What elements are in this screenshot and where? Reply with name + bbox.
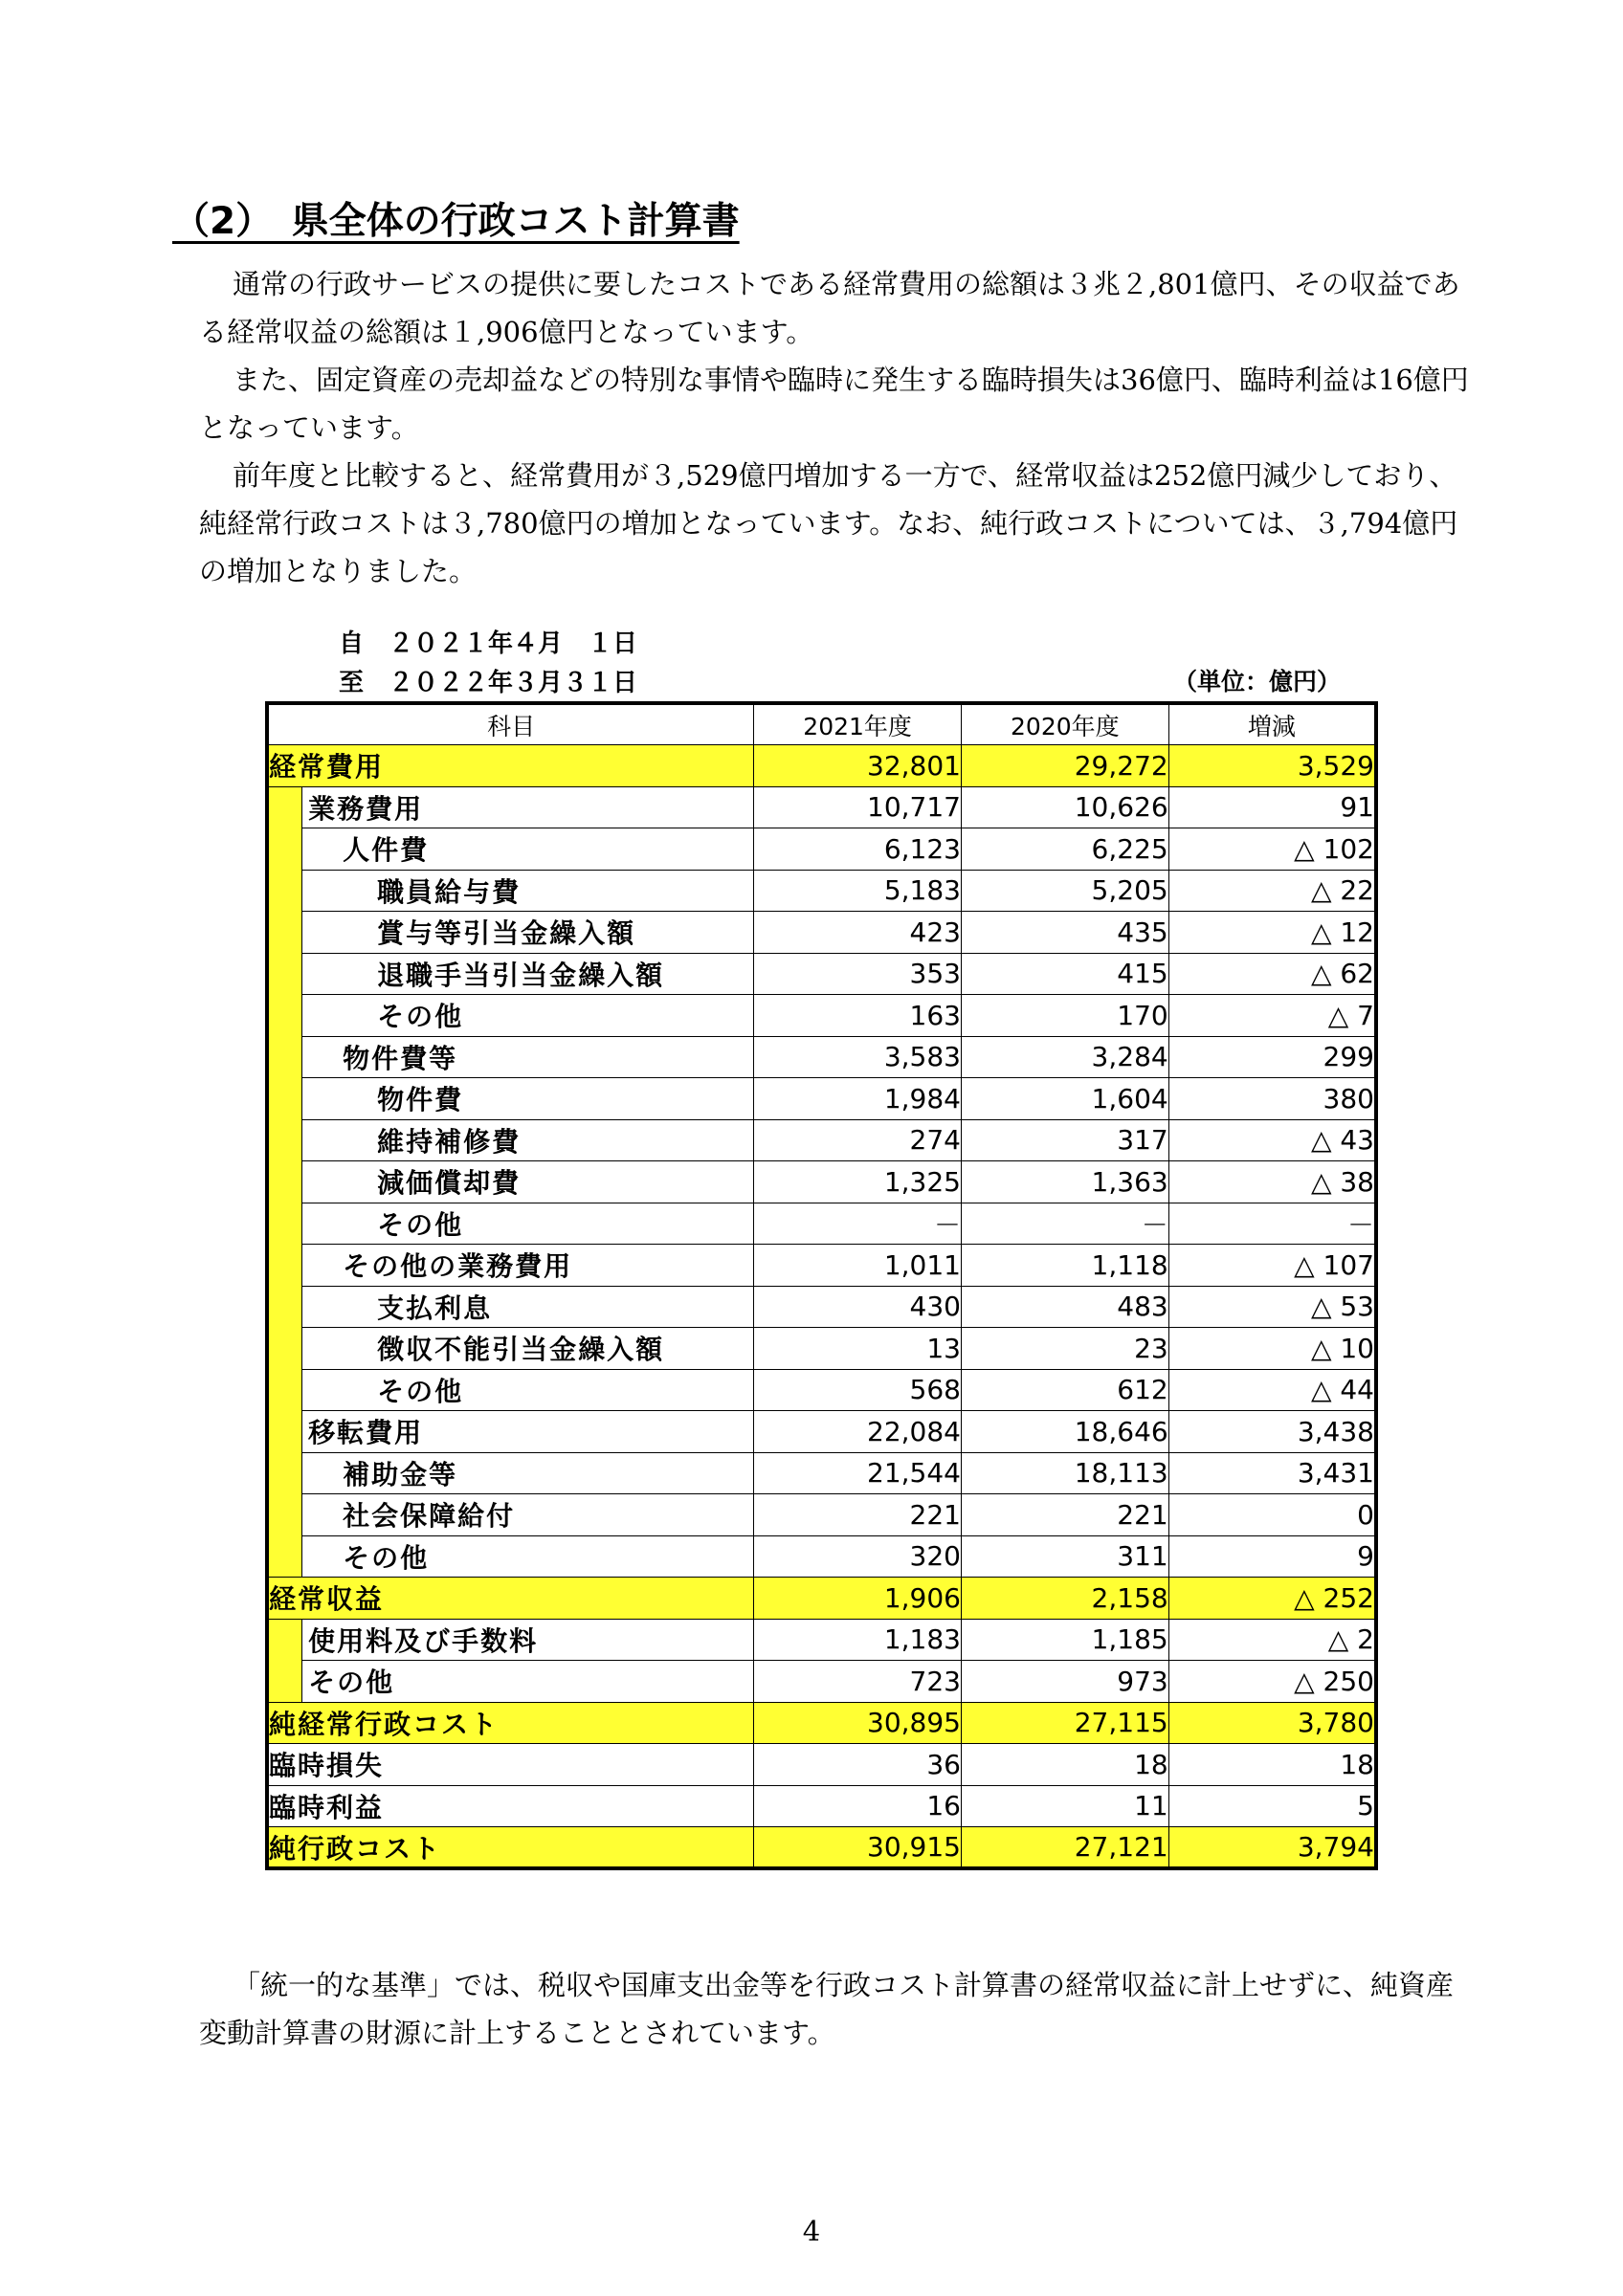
row-label: 経常収益 [267, 1578, 754, 1620]
value-v2021: 30,915 [754, 1827, 962, 1869]
group-bracket [267, 953, 302, 995]
value-diff: 3,794 [1168, 1827, 1376, 1869]
group-bracket [267, 1245, 302, 1287]
row-label: その他 [302, 1661, 754, 1703]
value-v2020: － [961, 1203, 1168, 1245]
group-bracket [267, 1119, 302, 1161]
row-label: その他の業務費用 [302, 1245, 754, 1287]
table-row [267, 1744, 1376, 1786]
value-v2020: 18,646 [961, 1411, 1168, 1453]
column-header: 2021年度 [754, 703, 962, 745]
value-diff: △ 44 [1168, 1369, 1376, 1411]
value-v2021: 32,801 [754, 745, 962, 787]
row-label: その他 [302, 1203, 754, 1245]
value-v2021: 1,984 [754, 1078, 962, 1120]
group-bracket [267, 1286, 302, 1328]
row-label: 支払利息 [302, 1286, 754, 1328]
table-row [267, 953, 1376, 995]
table-row [267, 1494, 1376, 1536]
row-label: 臨時損失 [267, 1744, 754, 1786]
value-v2020: 18 [961, 1744, 1168, 1786]
value-v2021: 1,325 [754, 1161, 962, 1203]
value-diff: △ 7 [1168, 995, 1376, 1037]
value-v2020: 2,158 [961, 1578, 1168, 1620]
value-v2020: 415 [961, 953, 1168, 995]
table-row [267, 828, 1376, 871]
value-v2021: 221 [754, 1494, 962, 1536]
value-v2020: 1,363 [961, 1161, 1168, 1203]
group-bracket [267, 995, 302, 1037]
value-v2021: 36 [754, 1744, 962, 1786]
value-v2020: 11 [961, 1785, 1168, 1827]
group-bracket [267, 1078, 302, 1120]
value-diff: △ 12 [1168, 912, 1376, 954]
table-row [267, 1078, 1376, 1120]
value-diff: △ 107 [1168, 1245, 1376, 1287]
table-row [267, 1619, 1376, 1661]
value-diff: △ 10 [1168, 1328, 1376, 1370]
cost-statement-table [265, 701, 1378, 1870]
value-diff: △ 38 [1168, 1161, 1376, 1203]
table-row [267, 995, 1376, 1037]
value-diff: 9 [1168, 1535, 1376, 1578]
unit-label: （単位：億円） [1173, 668, 1342, 695]
value-v2020: 29,272 [961, 745, 1168, 787]
value-v2020: 23 [961, 1328, 1168, 1370]
value-v2020: 221 [961, 1494, 1168, 1536]
paragraph-comparison: 前年度と比較すると、経常費用が３,529億円増加する一方で、経常収益は252億円減少しており、純経常行政コストは３,780億円の増加となっています。なお、純行政コストについては、３,794億円の増加となりました。 [199, 459, 1458, 587]
table-row [267, 1369, 1376, 1411]
value-v2021: 320 [754, 1535, 962, 1578]
value-diff: △ 250 [1168, 1661, 1376, 1703]
value-v2020: 3,284 [961, 1036, 1168, 1078]
value-v2021: 568 [754, 1369, 962, 1411]
row-label: 維持補修費 [302, 1119, 754, 1161]
value-v2020: 6,225 [961, 828, 1168, 871]
row-label: 賞与等引当金繰入額 [302, 912, 754, 954]
value-v2020: 317 [961, 1119, 1168, 1161]
value-diff: 3,529 [1168, 745, 1376, 787]
row-label: 移転費用 [302, 1411, 754, 1453]
value-diff: 5 [1168, 1785, 1376, 1827]
value-v2021: 13 [754, 1328, 962, 1370]
group-bracket [267, 912, 302, 954]
paragraph-expenses: 通常の行政サービスの提供に要したコストである経常費用の総額は３兆２,801億円、その収益である経常収益の総額は１,906億円となっています。 [199, 268, 1460, 348]
row-label: 業務費用 [302, 786, 754, 828]
value-diff: △ 62 [1168, 953, 1376, 995]
value-v2021: 430 [754, 1286, 962, 1328]
table-row [267, 1286, 1376, 1328]
row-label: その他 [302, 995, 754, 1037]
page-number: 4 [802, 2215, 821, 2247]
row-label: 人件費 [302, 828, 754, 871]
value-v2020: 1,185 [961, 1619, 1168, 1661]
value-v2021: 1,011 [754, 1245, 962, 1287]
value-v2021: 163 [754, 995, 962, 1037]
period-from: 自 ２０２１年４月 １日 [339, 629, 638, 658]
value-v2021: 21,544 [754, 1452, 962, 1494]
value-diff: 3,780 [1168, 1702, 1376, 1744]
footnote [199, 1961, 1472, 2057]
value-v2021: 274 [754, 1119, 962, 1161]
table-row [267, 1328, 1376, 1370]
group-bracket [267, 1328, 302, 1370]
row-label: 減価償却費 [302, 1161, 754, 1203]
row-label: 職員給与費 [302, 870, 754, 912]
group-bracket [267, 1619, 302, 1661]
row-label: 純経常行政コスト [267, 1702, 754, 1744]
footnote-text: 「統一的な基準」では、税収や国庫支出金等を行政コスト計算書の経常収益に計上せずに、純資産変動計算書の財源に計上することとされています。 [199, 1969, 1455, 2049]
row-label: 社会保障給付 [302, 1494, 754, 1536]
value-diff: 299 [1168, 1036, 1376, 1078]
value-v2020: 973 [961, 1661, 1168, 1703]
value-v2021: 30,895 [754, 1702, 962, 1744]
group-bracket [267, 1161, 302, 1203]
value-v2020: 5,205 [961, 870, 1168, 912]
group-bracket [267, 828, 302, 871]
table-row [267, 912, 1376, 954]
value-diff: 380 [1168, 1078, 1376, 1120]
row-label: その他 [302, 1535, 754, 1578]
group-bracket [267, 1411, 302, 1453]
table-row [267, 1661, 1376, 1703]
value-v2021: 423 [754, 912, 962, 954]
table-row [267, 1827, 1376, 1869]
value-v2020: 435 [961, 912, 1168, 954]
value-diff: △ 43 [1168, 1119, 1376, 1161]
value-v2021: 16 [754, 1785, 962, 1827]
value-v2021: 3,583 [754, 1036, 962, 1078]
table-row [267, 1161, 1376, 1203]
table-header-row [267, 703, 1376, 745]
table-row [267, 786, 1376, 828]
value-v2021: 1,183 [754, 1619, 962, 1661]
table-row [267, 1203, 1376, 1245]
column-header: 2020年度 [961, 703, 1168, 745]
table-row [267, 745, 1376, 787]
table-row [267, 1785, 1376, 1827]
row-label: 経常費用 [267, 745, 754, 787]
group-bracket [267, 1369, 302, 1411]
row-label: 退職手当引当金繰入額 [302, 953, 754, 995]
group-bracket [267, 1661, 302, 1703]
row-label: 臨時利益 [267, 1785, 754, 1827]
value-v2020: 483 [961, 1286, 1168, 1328]
value-v2020: 18,113 [961, 1452, 1168, 1494]
value-v2021: － [754, 1203, 962, 1245]
value-diff: △ 102 [1168, 828, 1376, 871]
table-row [267, 1452, 1376, 1494]
value-v2021: 5,183 [754, 870, 962, 912]
value-v2020: 1,604 [961, 1078, 1168, 1120]
value-v2021: 1,906 [754, 1578, 962, 1620]
table-row [267, 1119, 1376, 1161]
group-bracket [267, 1203, 302, 1245]
value-v2021: 10,717 [754, 786, 962, 828]
paragraph-extraordinary: また、固定資産の売却益などの特別な事情や臨時に発生する臨時損失は36億円、臨時利益は16億円となっています。 [199, 364, 1469, 444]
group-bracket [267, 870, 302, 912]
intro-paragraphs [199, 260, 1472, 595]
row-label: 補助金等 [302, 1452, 754, 1494]
table-row [267, 1245, 1376, 1287]
group-bracket [267, 1535, 302, 1578]
value-v2020: 27,115 [961, 1702, 1168, 1744]
table-row [267, 870, 1376, 912]
group-bracket [267, 1452, 302, 1494]
value-v2020: 170 [961, 995, 1168, 1037]
group-bracket [267, 1494, 302, 1536]
row-label: 徴収不能引当金繰入額 [302, 1328, 754, 1370]
row-label: その他 [302, 1369, 754, 1411]
table-row [267, 1036, 1376, 1078]
group-bracket [267, 1036, 302, 1078]
column-header: 増減 [1168, 703, 1376, 745]
table-row [267, 1702, 1376, 1744]
row-label: 純行政コスト [267, 1827, 754, 1869]
value-v2021: 353 [754, 953, 962, 995]
value-diff: 3,438 [1168, 1411, 1376, 1453]
value-diff: △ 53 [1168, 1286, 1376, 1328]
value-diff: 3,431 [1168, 1452, 1376, 1494]
value-v2020: 27,121 [961, 1827, 1168, 1869]
value-v2020: 1,118 [961, 1245, 1168, 1287]
value-diff: 18 [1168, 1744, 1376, 1786]
column-header: 科目 [267, 703, 754, 745]
value-v2021: 22,084 [754, 1411, 962, 1453]
value-v2020: 612 [961, 1369, 1168, 1411]
value-v2020: 311 [961, 1535, 1168, 1578]
group-bracket [267, 786, 302, 828]
value-v2021: 723 [754, 1661, 962, 1703]
section-heading: （2） 県全体の行政コスト計算書 [172, 200, 740, 243]
value-v2021: 6,123 [754, 828, 962, 871]
row-label: 使用料及び手数料 [302, 1619, 754, 1661]
table-row [267, 1535, 1376, 1578]
value-diff: 91 [1168, 786, 1376, 828]
value-diff: 0 [1168, 1494, 1376, 1536]
table-row [267, 1411, 1376, 1453]
value-diff: － [1168, 1203, 1376, 1245]
value-diff: △ 252 [1168, 1578, 1376, 1620]
table-row [267, 1578, 1376, 1620]
value-diff: △ 2 [1168, 1619, 1376, 1661]
value-diff: △ 22 [1168, 870, 1376, 912]
row-label: 物件費 [302, 1078, 754, 1120]
period-to: 至 ２０２２年３月３１日 [339, 669, 638, 697]
value-v2020: 10,626 [961, 786, 1168, 828]
row-label: 物件費等 [302, 1036, 754, 1078]
